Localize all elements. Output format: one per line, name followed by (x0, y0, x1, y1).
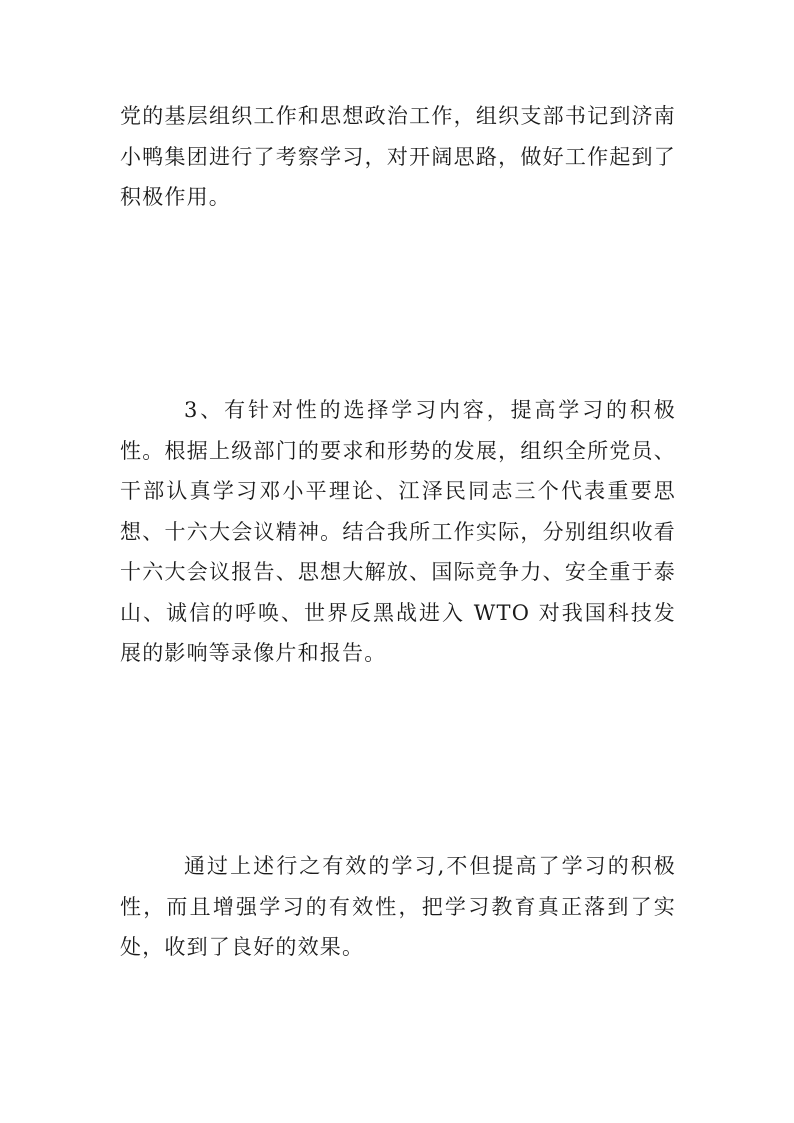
paragraph-party-work: 党的基层组织工作和思想政治工作，组织支部书记到济南小鸭集团进行了考察学习，对开阔思路，做好工作起到了积极作用。 (120, 104, 676, 209)
paragraph-study-content: 3、有针对性的选择学习内容，提高学习的积极性。根据上级部门的要求和形势的发展，组织全所党员、干部认真学习邓小平理论、江泽民同志三个代表重要思想、十六大会议精神。结合我所工作实际，分别组织收看十六大会议报告、思想大解放、国际竞争力、安全重于泰山、诚信的呼唤、世界反黑战进入 WTO 对我国科技发展的影响等录像片和报告。 (120, 398, 676, 665)
paragraph-study-results: 通过上述行之有效的学习,不但提高了学习的积极性，而且增强学习的有效性，把学习教育真正落到了实处，收到了良好的效果。 (120, 854, 676, 959)
